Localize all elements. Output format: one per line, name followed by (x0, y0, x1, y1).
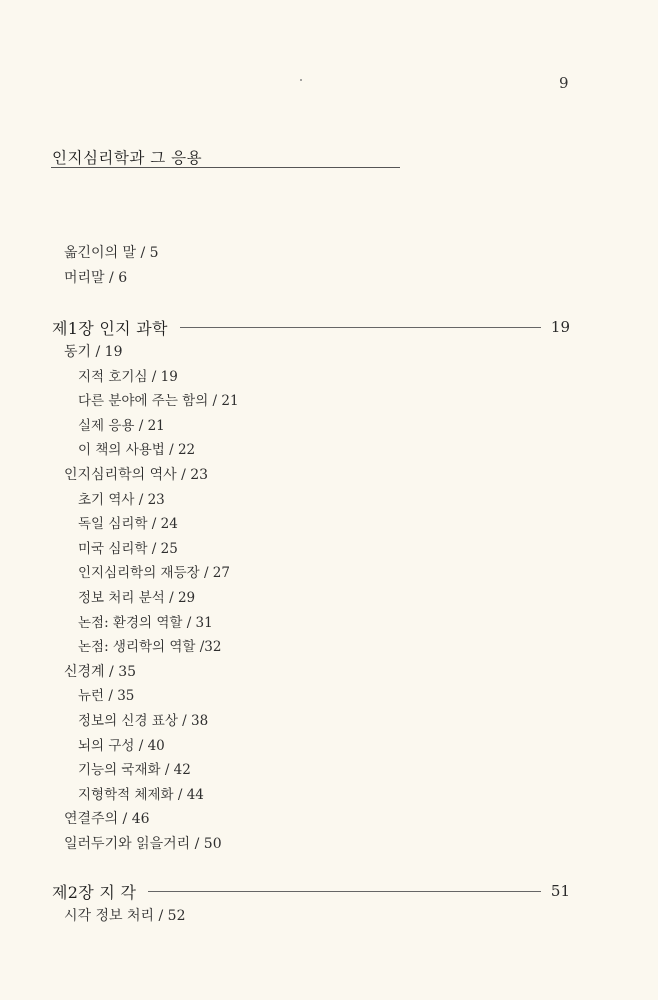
chapter-heading (52, 316, 570, 338)
toc-subsection-entry: 지형학적 체제화 / 44 (78, 787, 204, 803)
chapter-page-number: 51 (550, 882, 570, 900)
toc-subsection-entry: 초기 역사 / 23 (78, 492, 165, 508)
chapter-leader-rule (148, 891, 541, 892)
toc-section-entry: 시각 정보 처리 / 52 (64, 908, 186, 924)
toc-subsection-entry: 실제 응용 / 21 (78, 418, 165, 434)
toc-subsection-entry: 독일 심리학 / 24 (78, 516, 178, 532)
toc-section-entry: 인지심리학의 역사 / 23 (64, 467, 209, 483)
chapter-title: 제1장 인지 과학 (52, 318, 168, 338)
chapter-page-number: 19 (550, 318, 570, 336)
toc-section-entry: 일러두기와 읽을거리 / 50 (64, 836, 222, 852)
book-title: 인지심리학과 그 응용 (52, 149, 203, 167)
toc-section-entry: 신경계 / 35 (64, 664, 137, 680)
toc-subsection-entry: 다른 분야에 주는 함의 / 21 (78, 393, 239, 409)
chapter-title: 제2장 지 각 (52, 882, 137, 902)
toc-subsection-entry: 정보 처리 분석 / 29 (78, 590, 196, 606)
paper-speck (300, 79, 302, 81)
toc-subsection-entry: 기능의 국재화 / 42 (78, 762, 191, 778)
chapter-leader-rule (180, 327, 541, 328)
toc-entry-front-matter: 옮긴이의 말 / 5 (64, 245, 159, 261)
toc-subsection-entry: 지적 호기심 / 19 (78, 369, 178, 385)
toc-subsection-entry: 뉴런 / 35 (78, 688, 135, 704)
toc-subsection-entry: 미국 심리학 / 25 (78, 541, 178, 557)
toc-subsection-entry: 논점: 생리학의 역할 /32 (78, 639, 222, 655)
toc-subsection-entry: 이 책의 사용법 / 22 (78, 442, 196, 458)
toc-section-entry: 연결주의 / 46 (64, 811, 150, 827)
toc-subsection-entry: 뇌의 구성 / 40 (78, 738, 165, 754)
toc-subsection-entry: 인지심리학의 재등장 / 27 (78, 565, 230, 581)
toc-subsection-entry: 논점: 환경의 역할 / 31 (78, 615, 213, 631)
title-underline (51, 167, 400, 168)
toc-subsection-entry: 정보의 신경 표상 / 38 (78, 713, 209, 729)
toc-entry-front-matter: 머리말 / 6 (64, 270, 128, 286)
page-number: 9 (559, 74, 569, 92)
toc-section-entry: 동기 / 19 (64, 344, 123, 360)
chapter-heading (52, 880, 570, 902)
